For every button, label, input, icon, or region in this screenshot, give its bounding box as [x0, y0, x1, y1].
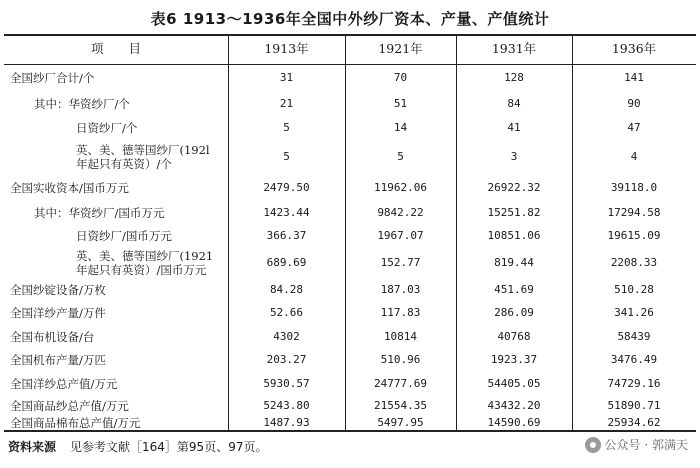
row-label [76, 143, 210, 171]
table-cell: 74729.16 [607, 377, 661, 390]
table-cell: 819.44 [494, 256, 534, 269]
table-cell: 5497.95 [377, 416, 424, 429]
table-cell: 117.83 [380, 306, 421, 319]
table-cell: 5 [397, 150, 404, 163]
table-cell: 187.03 [380, 283, 421, 296]
row-label-line: 全国商品纱总产值/万元 [10, 399, 129, 413]
row-label [10, 283, 106, 297]
watermark-text: 公众号 · 郭满天 [604, 438, 688, 452]
row-label-line: 全国纱锭设备/万枚 [10, 283, 106, 297]
row-label-line: 英、美、德等国纱厂(192l [76, 143, 210, 157]
table-bottom-rule [4, 430, 696, 432]
header-year-1936: 1936年 [611, 41, 657, 56]
table-cell: 52.66 [269, 306, 304, 319]
row-label-line: 全国洋纱总产值/万元 [10, 377, 118, 391]
header-year-1931: 1931年 [491, 41, 537, 56]
table-cell: 70 [393, 71, 408, 84]
table-cell: 17294.58 [607, 206, 661, 219]
table-cell: 1923.37 [490, 353, 538, 366]
header-year-1913: 1913年 [264, 41, 309, 56]
table-cell: 21554.35 [374, 399, 427, 412]
table-cell: 286.09 [494, 306, 534, 319]
wechat-official-account-icon [585, 437, 601, 453]
row-label-line: 日资纱厂/国币万元 [76, 229, 172, 243]
table-cell: 41 [507, 121, 521, 134]
table-cell: 58439 [617, 330, 651, 343]
row-label-line: 全国实收资本/国币万元 [10, 181, 129, 195]
table-cell: 128 [504, 71, 524, 84]
source-text: 见参考文献［164］第95页、97页。 [70, 440, 268, 454]
row-label [10, 306, 106, 320]
table-cell: 15251.82 [487, 206, 541, 219]
header-year-1921: 1921年 [378, 41, 423, 56]
table-cell: 3476.49 [610, 353, 658, 366]
row-label-line: 全国机布产量/万匹 [10, 353, 106, 367]
row-label-line: 全国布机设备/台 [10, 330, 95, 344]
table-cell: 10851.06 [487, 229, 541, 242]
table-cell: 90 [627, 97, 641, 110]
table-cell: 9842.22 [377, 206, 424, 219]
table-cell: 10814 [383, 330, 418, 343]
table-header-rule [4, 64, 696, 65]
table-cell: 5243.80 [263, 399, 310, 412]
row-label [10, 377, 117, 391]
table-cell: 1487.93 [263, 416, 310, 429]
table-cell: 51890.71 [607, 399, 661, 412]
table-cell: 5930.57 [263, 377, 310, 390]
watermark [585, 436, 688, 453]
row-label [10, 181, 129, 195]
table-cell: 19615.09 [607, 229, 661, 242]
row-label [10, 416, 140, 430]
row-label-line: 日资纱厂/个 [76, 121, 138, 135]
table-cell: 451.69 [494, 283, 534, 296]
table-cell: 39118.0 [610, 181, 658, 194]
table-cell: 84 [507, 97, 521, 110]
table-cell: 5 [283, 150, 290, 163]
table-cell: 24777.69 [374, 377, 427, 390]
row-label-line: 其中：华资纱厂/个 [34, 97, 130, 111]
table-cell: 141 [624, 71, 644, 84]
row-label-line: 全国洋纱产量/万件 [10, 306, 106, 320]
table-title: 表6 1913～1936年全国中外纱厂资本、产量、产值统计 [150, 10, 550, 28]
table-cell: 84.28 [269, 283, 304, 296]
row-label-line: 全国纱厂合计/个 [10, 71, 95, 85]
header-item: 项 目 [90, 41, 141, 56]
row-label [10, 353, 106, 367]
table-cell: 14590.69 [487, 416, 541, 429]
table-cell: 4302 [273, 330, 300, 343]
table-cell: 14 [393, 121, 408, 134]
row-label-line: 其中：华资纱厂/国币万元 [34, 206, 165, 220]
table-cell: 510.28 [614, 283, 654, 296]
row-label-line: 年起只有英资）/国币万元 [76, 263, 207, 277]
table-cell: 152.77 [380, 256, 421, 269]
table-cell: 510.96 [380, 353, 421, 366]
row-label [76, 229, 172, 243]
table-cell: 3 [510, 150, 518, 163]
table-cell: 341.26 [614, 306, 654, 319]
source-note [8, 438, 267, 455]
table-cell: 47 [627, 121, 641, 134]
row-label [76, 121, 137, 135]
row-label [76, 249, 213, 277]
table-cell: 203.27 [266, 353, 307, 366]
table-cell: 1423.44 [263, 206, 310, 219]
row-label [10, 399, 129, 413]
table-cell: 26922.32 [487, 181, 541, 194]
table-cell: 2208.33 [610, 256, 658, 269]
table-cell: 40768 [497, 330, 531, 343]
table-cell: 1967.07 [377, 229, 424, 242]
table-cell: 4 [630, 150, 638, 163]
table-cell: 25934.62 [607, 416, 661, 429]
source-label: 资料来源 [8, 440, 57, 454]
row-label-line: 年起只有英资）/个 [76, 157, 172, 171]
table-cell: 11962.06 [374, 181, 427, 194]
row-label-line: 英、美、德等国纱厂(1921 [76, 249, 214, 263]
table-cell: 54405.05 [487, 377, 541, 390]
table-cell: 2479.50 [263, 181, 310, 194]
row-label [34, 97, 130, 111]
row-label [10, 330, 94, 344]
table-cell: 31 [279, 71, 294, 84]
table-cell: 21 [279, 97, 294, 110]
row-label-line: 全国商品棉布总产值/万元 [10, 416, 141, 430]
table-cell: 43432.20 [487, 399, 541, 412]
table-cell: 5 [283, 121, 290, 134]
table-cell: 366.37 [266, 229, 307, 242]
row-label [10, 71, 94, 85]
row-label [34, 206, 164, 220]
table-cell: 689.69 [266, 256, 307, 269]
table-cell: 51 [393, 97, 408, 110]
